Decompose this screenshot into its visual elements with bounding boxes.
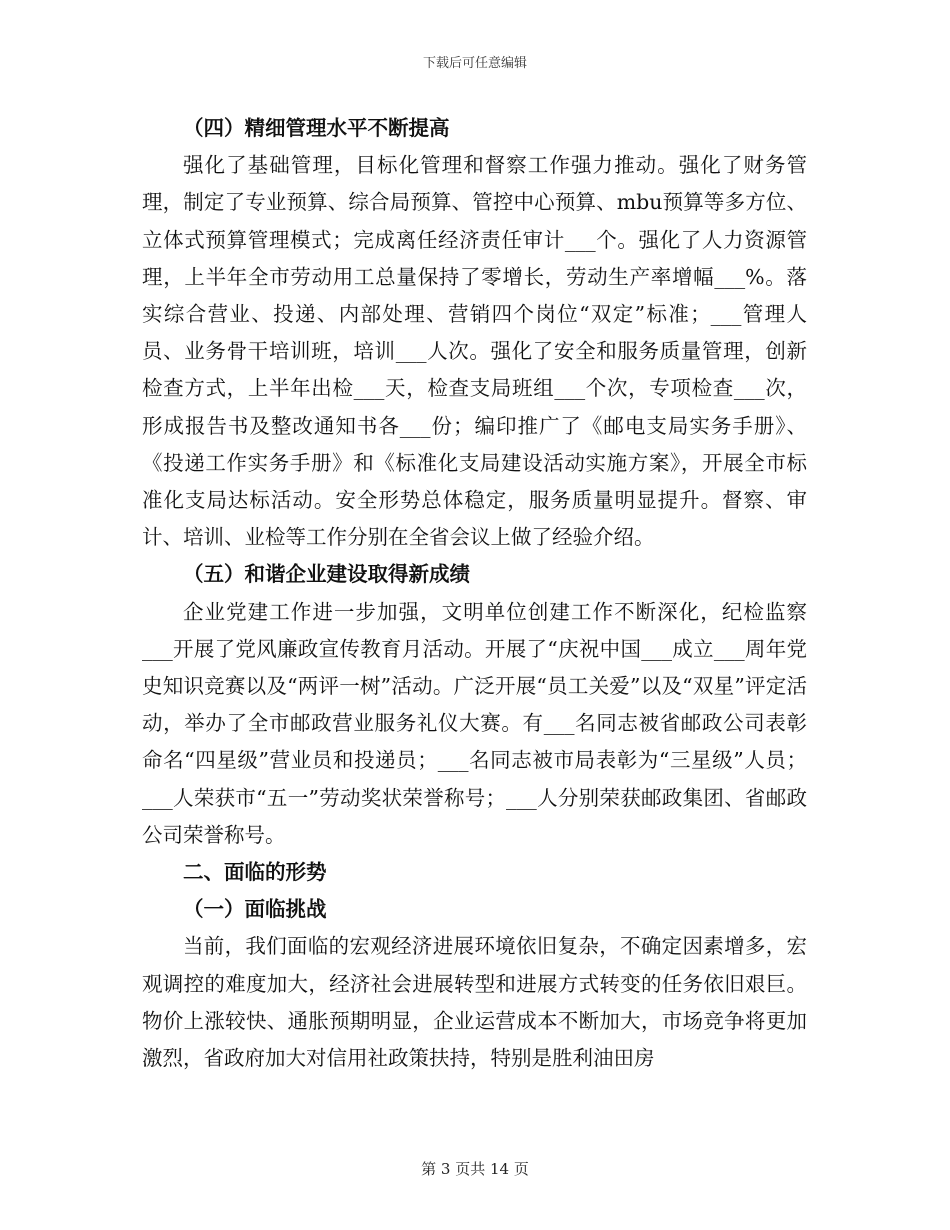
document-body [142,110,807,1077]
chapter-heading-2: 二、面临的形势 [183,860,327,885]
body-paragraph: 企业党建工作进一步加强，文明单位创建工作不断深化，纪检监察___开展了党风廉政宣传教育月活动。开展了“庆祝中国___成立___周年党史知识竞赛以及“两评一树”活动。广泛开展“员工关爱”以及“双星”评定活动，举办了全市邮政营业服务礼仪大赛。有___名同志被省邮政公司表彰命名“四星级”营业员和投递员；___名同志被市局表彰为“三星级”人员；___人荣获市“五一”劳动奖状荣誉称号；___人分别荣获邮政集团、省邮政公司荣誉称号。 [142,599,807,847]
section-heading-1: （一）面临挑战 [183,897,327,922]
section-heading-4: （四）精细管理水平不断提高 [183,116,450,140]
body-paragraph: 强化了基础管理，目标化管理和督察工作强力推动。强化了财务管理，制定了专业预算、综合局预算、管控中心预算、mbu预算等多方位、立体式预算管理模式；完成离任经济责任审计___个。强化了人力资源管理，上半年全市劳动用工总量保持了零增长，劳动生产率增幅___%。落实综合营业、投递、内部处理、营销四个岗位“双定”标准；___管理人员、业务骨干培训班，培训___人次。强化了安全和服务质量管理，创新检查方式，上半年出检___天，检查支局班组___个次，专项检查___次，形成报告书及整改通知书各___份；编印推广了《邮电支局实务手册》、《投递工作实务手册》和《标准化支局建设活动实施方案》，开展全市标准化支局达标活动。安全形势总体稳定，服务质量明显提升。督察、审计、培训、业检等工作分别在全省会议上做了经验介绍。 [142,153,807,550]
body-paragraph: 当前，我们面临的宏观经济进展环境依旧复杂，不确定因素增多，宏观调控的难度加大，经济社会进展转型和进展方式转变的任务依旧艰巨。物价上涨较快、通胀预期明显，企业运营成本不断加大，市场竞争将更加激烈，省政府加大对信用社政策扶持，特别是胜利油田房 [142,934,807,1071]
section-heading-5: （五）和谐企业建设取得新成绩 [183,562,470,587]
page-header: 下载后可任意编辑 [422,56,527,71]
page-footer: 第 3 页共 14 页 [421,1160,529,1178]
